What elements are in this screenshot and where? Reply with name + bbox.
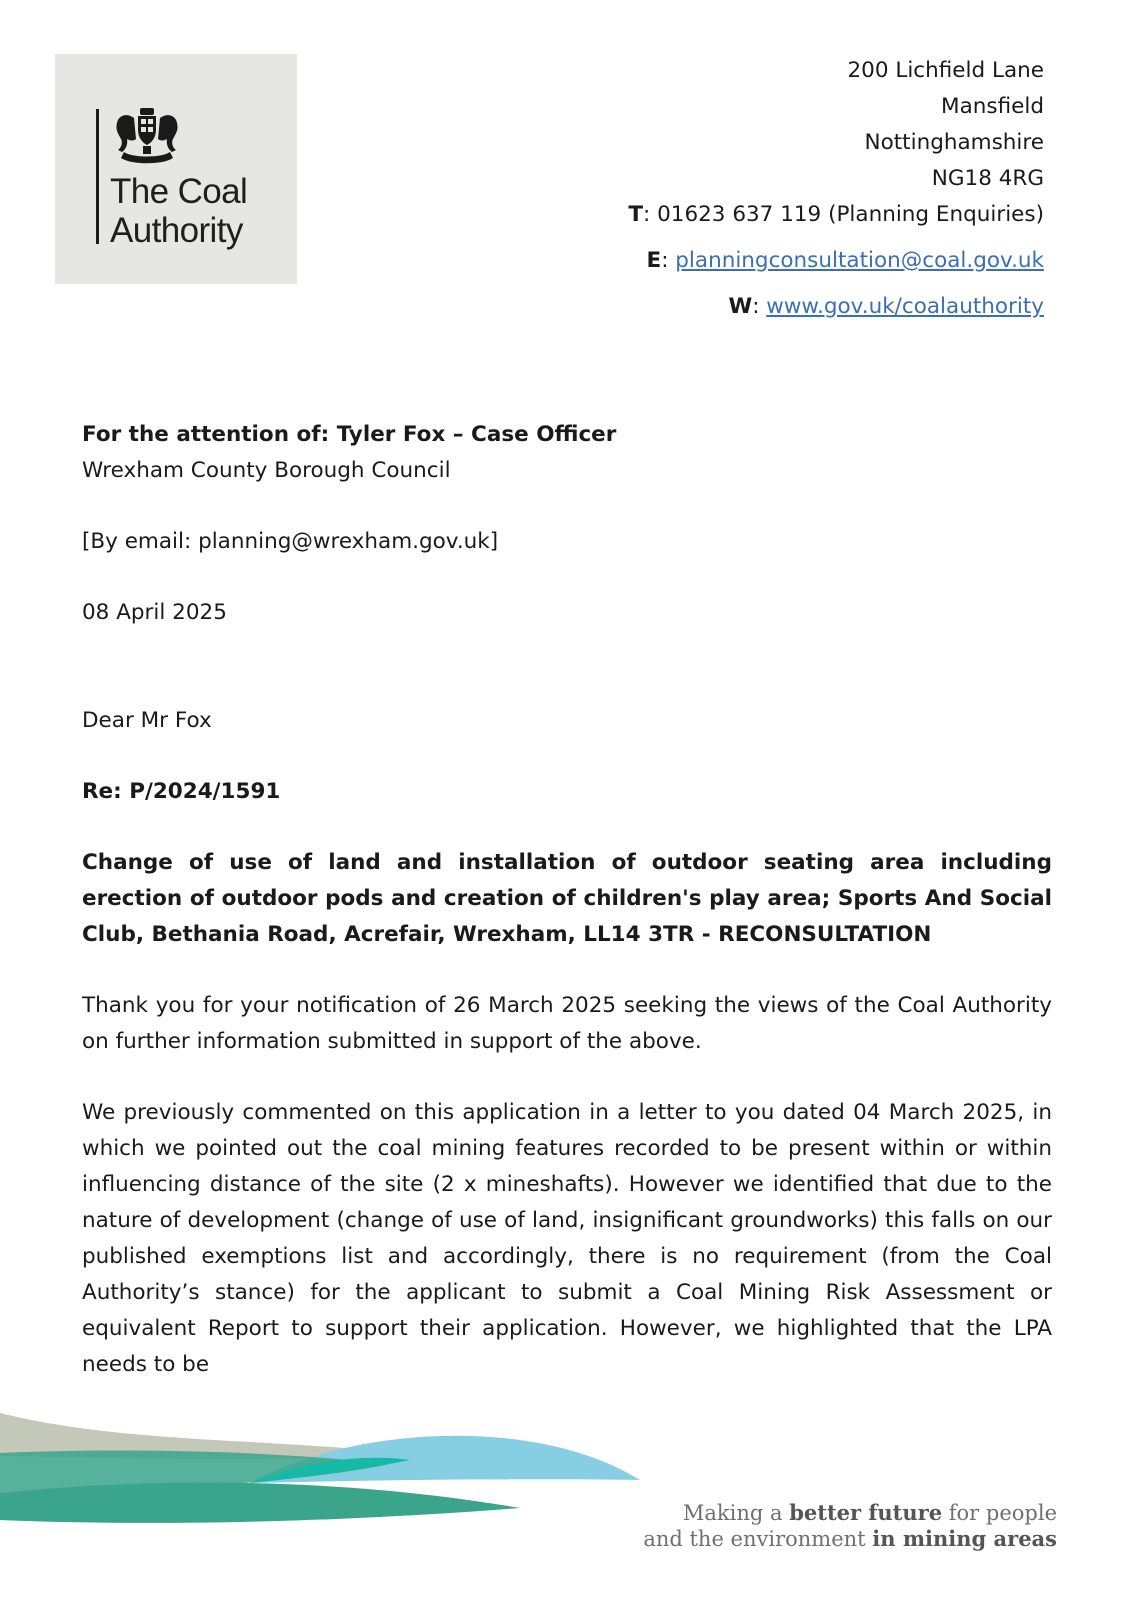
- reference: Re: P/2024/1591: [82, 779, 281, 804]
- paragraph: We previously commented on this application in a letter to you dated 04 March 2025, in which we pointed out the coal mining features recorded to be present within or within influencing distance of the site (2 x mineshafts). However we identified that due to the nature of development (change of use of land, insignificant groundworks) this falls on our published exemptions list and accordingly, there is no requirement (from the Coal Authority’s stance) for the applicant to submit a Coal Mining Risk Assessment or equivalent Report to support their application. However, we highlighted that the LPA needs to be: [82, 1100, 1052, 1377]
- paragraph: Thank you for your notification of 26 March 2025 seeking the views of the Coal Authority on further information submitted in support of the above.: [82, 993, 1052, 1054]
- recipient-block: [82, 417, 1052, 489]
- web-line: W: www.gov.uk/coalauthority: [728, 294, 1044, 319]
- address-line: Mansfield: [941, 94, 1044, 119]
- royal-crest-icon: [110, 106, 184, 168]
- address-line: Nottinghamshire: [864, 130, 1044, 155]
- tagline-text: and the environment: [643, 1527, 873, 1551]
- recipient-org: Wrexham County Borough Council: [82, 458, 451, 483]
- logo-rule: [96, 109, 99, 244]
- by-email-line: [By email: planning@wrexham.gov.uk]: [82, 529, 499, 554]
- tagline-emphasis: in mining areas: [872, 1526, 1057, 1551]
- website-link[interactable]: www.gov.uk/coalauthority: [766, 294, 1044, 319]
- email-link[interactable]: planningconsultation@coal.gov.uk: [675, 248, 1044, 273]
- letter-date: 08 April 2025: [82, 600, 227, 625]
- tagline-text: Making a: [682, 1501, 790, 1525]
- phone-label: T: [628, 202, 644, 227]
- attention-line: For the attention of: Tyler Fox – Case Officer: [82, 422, 617, 447]
- tagline-emphasis: better future: [789, 1500, 943, 1525]
- sender-address: [628, 53, 1044, 325]
- logo-line-2: Authority: [110, 211, 243, 250]
- coal-authority-logo: [55, 54, 297, 284]
- tagline-line-1: [643, 1500, 1057, 1526]
- logo-line-1: The Coal: [110, 172, 248, 211]
- email-line: E: planningconsultation@coal.gov.uk: [646, 248, 1044, 273]
- footer-tagline: [643, 1500, 1057, 1552]
- salutation: Dear Mr Fox: [82, 708, 212, 733]
- phone-number: 01623 637 119 (Planning Enquiries): [657, 202, 1044, 227]
- tagline-text: for people: [942, 1501, 1057, 1525]
- footer-waves: [0, 1408, 660, 1568]
- address-line: NG18 4RG: [931, 166, 1044, 191]
- subject-heading: Change of use of land and installation of outdoor seating area including erection of outdoor pods and creation of children's play area; Sports And Social Club, Bethania Road, Acrefair, Wrexham, LL14 3TR - RECONSULTATION: [82, 850, 1052, 947]
- email-label: E: [646, 248, 662, 273]
- tagline-line-2: [643, 1526, 1057, 1552]
- web-label: W: [728, 294, 753, 319]
- logo-wordmark: [110, 172, 247, 250]
- address-line: 200 Lichfield Lane: [847, 58, 1044, 83]
- phone-line: T: 01623 637 119 (Planning Enquiries): [628, 202, 1044, 227]
